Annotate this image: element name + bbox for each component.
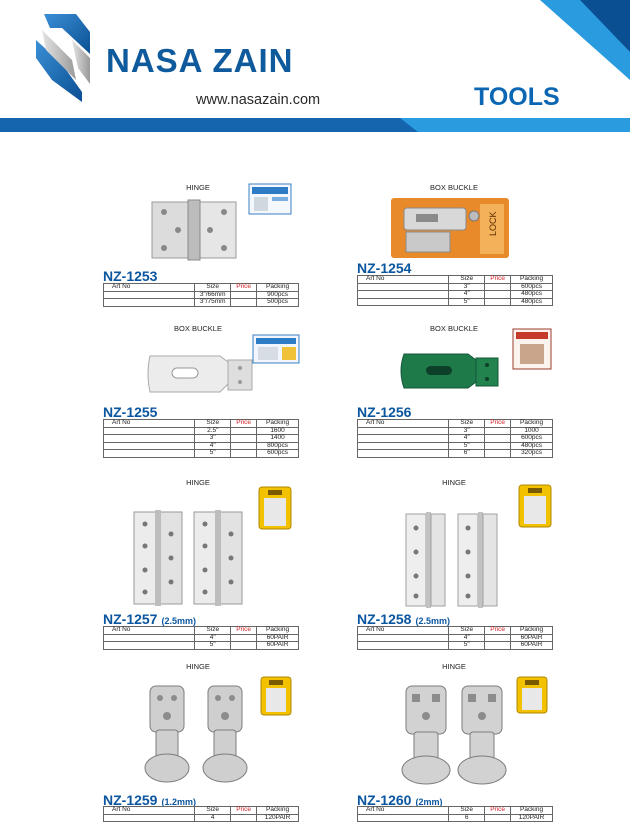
product-caption: HINGE	[442, 662, 466, 671]
spec-table	[357, 275, 553, 306]
spec-table	[357, 419, 553, 458]
art-no-header: Art No	[104, 807, 195, 815]
packing-header: Packing	[257, 420, 299, 428]
package-box-icon	[252, 334, 300, 364]
table-header-row	[358, 276, 553, 284]
packing-header: Packing	[511, 807, 553, 815]
section-title: TOOLS	[474, 83, 560, 111]
table-row: 3"/66mm 900pcs	[104, 291, 299, 299]
package-box-icon	[512, 328, 552, 370]
corner-decoration	[540, 0, 630, 80]
table-row: 4" 600pcs	[358, 435, 553, 443]
product-caption: HINGE	[442, 478, 466, 487]
size-header: Size	[449, 276, 485, 284]
product-code-text: NZ-1254	[357, 260, 412, 276]
spec-table	[103, 626, 299, 650]
table-header-row	[104, 627, 299, 635]
spec-table	[103, 419, 299, 458]
table-row: 4" 60PAIR	[358, 634, 553, 642]
brand-name: NASA ZAIN	[106, 42, 294, 79]
nasa-zain-logo-icon	[32, 10, 98, 106]
table-row: 5" 600pcs	[104, 450, 299, 458]
packing-header: Packing	[257, 807, 299, 815]
product-code-sub: (2mm)	[415, 797, 443, 807]
art-no-header: Art No	[358, 627, 449, 635]
table-row: 3" 600pcs	[358, 283, 553, 291]
table-row: 4 120PAIR	[104, 814, 299, 822]
packing-header: Packing	[257, 284, 299, 292]
door-hinge-icon	[402, 510, 502, 610]
concealed-hinge-icon	[140, 684, 256, 790]
table-row: 5" 480pcs	[358, 298, 553, 306]
size-header: Size	[449, 627, 485, 635]
price-header: Price	[485, 420, 511, 428]
size-header: Size	[195, 627, 231, 635]
table-header-row	[358, 420, 553, 428]
product-code-sub: (2.5mm)	[415, 616, 450, 626]
product-code-text: NZ-1258	[357, 611, 412, 627]
product-caption: BOX BUCKLE	[174, 324, 222, 333]
spec-table	[103, 283, 299, 307]
table-row: 4" 60PAIR	[104, 634, 299, 642]
price-header: Price	[485, 627, 511, 635]
package-card-icon	[260, 676, 292, 716]
spec-table	[357, 806, 553, 822]
product-code-text: NZ-1255	[103, 404, 158, 420]
package-box-icon	[248, 183, 292, 215]
spec-table	[357, 626, 553, 650]
packing-header: Packing	[511, 627, 553, 635]
table-row: 6" 320pcs	[358, 450, 553, 458]
product-code	[357, 404, 415, 420]
table-row: 5" 60PAIR	[358, 642, 553, 650]
package-card-icon	[516, 676, 548, 714]
table-row: 3" 1000	[358, 427, 553, 435]
product-code	[357, 260, 415, 276]
size-header: Size	[195, 807, 231, 815]
table-row: 6 120PAIR	[358, 814, 553, 822]
table-row: 3"/75mm 500pcs	[104, 299, 299, 307]
website-url[interactable]: www.nasazain.com	[196, 92, 321, 108]
table-header-row	[358, 807, 553, 815]
size-header: Size	[195, 420, 231, 428]
hasp-lock-icon	[390, 196, 510, 260]
package-card-icon	[518, 484, 552, 528]
product-code	[103, 268, 161, 284]
price-header: Price	[485, 276, 511, 284]
table-row: 4" 480pcs	[358, 291, 553, 299]
price-header: Price	[231, 807, 257, 815]
product-code-text: NZ-1259	[103, 792, 158, 808]
art-no-header: Art No	[358, 807, 449, 815]
product-caption: BOX BUCKLE	[430, 324, 478, 333]
packing-header: Packing	[511, 420, 553, 428]
price-header: Price	[485, 807, 511, 815]
concealed-hinge-icon	[398, 684, 520, 790]
art-no-header: Art No	[358, 276, 449, 284]
table-row: 5" 480pcs	[358, 442, 553, 450]
size-header: Size	[195, 284, 231, 292]
table-row: 2.5" 1600	[104, 427, 299, 435]
art-no-header: Art No	[104, 284, 195, 292]
table-header-row	[358, 627, 553, 635]
size-header: Size	[449, 420, 485, 428]
price-header: Price	[231, 284, 257, 292]
table-row: 4" 800pcs	[104, 442, 299, 450]
product-caption: BOX BUCKLE	[430, 183, 478, 192]
table-row: 3" 1400	[104, 435, 299, 443]
product-caption: HINGE	[186, 662, 210, 671]
size-header: Size	[449, 807, 485, 815]
page-header	[0, 0, 630, 135]
header-band	[0, 118, 630, 132]
svg-text:LOCK: LOCK	[488, 211, 498, 236]
price-header: Price	[231, 627, 257, 635]
product-code-sub: (2.5mm)	[161, 616, 196, 626]
art-no-header: Art No	[104, 627, 195, 635]
packing-header: Packing	[511, 276, 553, 284]
package-card-icon	[258, 486, 292, 530]
product-code	[103, 611, 196, 627]
table-header-row	[104, 807, 299, 815]
spec-table	[103, 806, 299, 822]
price-header: Price	[231, 420, 257, 428]
table-row: 5" 60PAIR	[104, 642, 299, 650]
art-no-header: Art No	[358, 420, 449, 428]
hasp-icon	[146, 348, 256, 398]
product-code-text: NZ-1253	[103, 268, 158, 284]
packing-header: Packing	[257, 627, 299, 635]
table-header-row	[104, 420, 299, 428]
product-code-text: NZ-1256	[357, 404, 412, 420]
butt-hinge-icon	[150, 196, 242, 266]
product-code-text: NZ-1260	[357, 792, 412, 808]
art-no-header: Art No	[104, 420, 195, 428]
product-code-text: NZ-1257	[103, 611, 158, 627]
door-hinge-icon	[132, 508, 244, 608]
green-hasp-icon	[398, 348, 502, 392]
table-header-row	[104, 284, 299, 292]
product-caption: HINGE	[186, 478, 210, 487]
product-caption: HINGE	[186, 183, 210, 192]
product-code	[103, 404, 161, 420]
product-code-sub: (1.2mm)	[161, 797, 196, 807]
product-code	[357, 611, 450, 627]
